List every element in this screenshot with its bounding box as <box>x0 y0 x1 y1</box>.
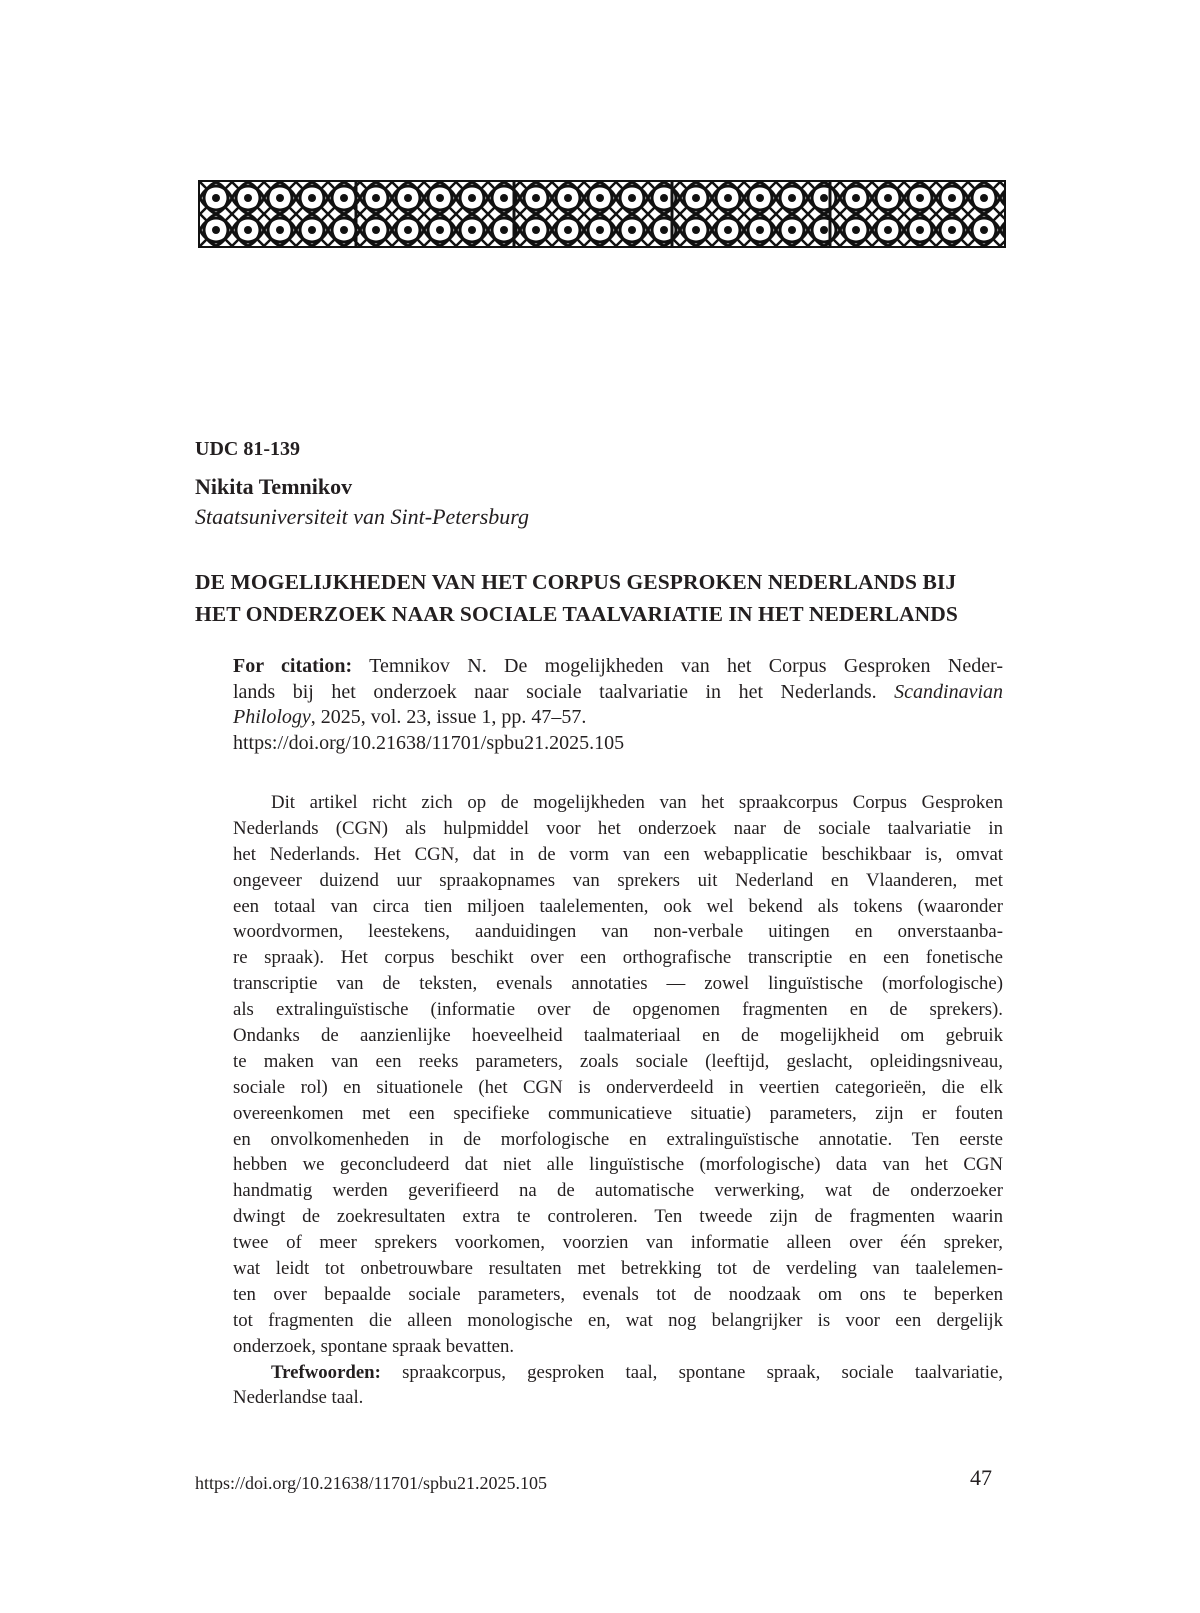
abstract-line: te maken van een reeks parameters, zoals sociale (leeftijd, geslacht, opleidingsniveau, <box>233 1050 1003 1072</box>
abstract-line: dwingt de zoekresultaten extra te controleren. Ten tweede zijn de fragmenten waarin <box>233 1206 1003 1228</box>
abstract-line: overeenkomen met een specifieke communicatieve situatie) parameters, zijn er fouten <box>233 1102 1003 1124</box>
abstract-line: handmatig werden geverifieerd na de automatische verwerking, wat de onderzoeker <box>233 1180 1003 1202</box>
citation-line <box>233 705 1003 731</box>
decorative-ornament-banner <box>198 180 1006 248</box>
abstract-line: Dit artikel richt zich op de mogelijkheden van het spraakcorpus Corpus Gesproken <box>271 792 1003 813</box>
abstract-line: wat leidt tot onbetrouwbare resultaten met betrekking tot de verdeling van taalelemen- <box>233 1258 1003 1280</box>
author-affiliation: Staatsuniversiteit van Sint-Petersburg <box>195 504 530 529</box>
abstract-line: transcriptie van de teksten, evenals annotaties — zowel linguïstische (morfologische) <box>233 973 1003 995</box>
udc-code: UDC 81-139 <box>195 438 300 460</box>
citation-block <box>233 654 1003 756</box>
abstract-line: sociale rol) en situationele (het CGN is onderverdeeld in veertien categorieën, die elk <box>233 1076 1003 1098</box>
abstract-line: het Nederlands. Het CGN, dat in de vorm van een webapplicatie beschikbaar is, omvat <box>233 843 1003 865</box>
abstract-line: een totaal van circa tien miljoen taalelementen, ook wel bekend als tokens (waaronder <box>233 895 1003 917</box>
abstract-line: onderzoek, spontane spraak bevatten. <box>233 1335 515 1357</box>
keywords-line: Nederlandse taal. <box>233 1387 364 1409</box>
author-name: Nikita Temnikov <box>195 474 353 499</box>
keywords-label: Trefwoorden: <box>271 1361 381 1383</box>
footer-doi-link[interactable]: https://doi.org/10.21638/11701/spbu21.2025.105 <box>195 1473 548 1493</box>
abstract-line: tot fragmenten die alleen monologische en, wat nog belangrijker is voor een dergelijk <box>233 1309 1003 1331</box>
title-line: DE MOGELIJKHEDEN VAN HET CORPUS GESPROKEN NEDERLANDS BIJ <box>195 570 957 594</box>
ornament-knotwork-icon <box>200 182 1004 246</box>
citation-journal: Philology <box>233 706 311 728</box>
citation-text: , 2025, vol. 23, issue 1, pp. 47–57. <box>310 706 587 728</box>
abstract-line: twee of meer sprekers voorkomen, voorzien van informatie alleen over één spreker, <box>233 1232 1003 1254</box>
citation-line <box>233 654 1003 680</box>
abstract-block <box>233 790 1003 1411</box>
citation-doi[interactable]: https://doi.org/10.21638/11701/spbu21.2025.105 <box>233 731 625 754</box>
abstract-line: re spraak). Het corpus beschikt over een orthografische transcriptie en een fonetische <box>233 947 1003 969</box>
article-title <box>195 566 1015 630</box>
abstract-line: ten over bepaalde sociale parameters, evenals tot de noodzaak om ons te beperken <box>233 1283 1003 1305</box>
citation-text: Temnikov N. De mogelijkheden van het Corpus Gesproken Neder- <box>369 655 1003 677</box>
title-line: HET ONDERZOEK NAAR SOCIALE TAALVARIATIE IN HET NEDERLANDS <box>195 602 958 626</box>
abstract-line: Ondanks de aanzienlijke hoeveelheid taalmateriaal en de mogelijkheid om gebruik <box>233 1025 1003 1047</box>
keywords-line <box>233 1360 1003 1386</box>
abstract-line: als extralinguïstische (informatie over de opgenomen fragmenten en de sprekers). <box>233 999 1003 1021</box>
abstract-line: woordvormen, leestekens, aanduidingen van non-verbale uitingen en onverstaanba- <box>233 921 1003 943</box>
citation-journal: Scandinavian <box>894 680 1004 703</box>
page-number: 47 <box>970 1465 992 1490</box>
abstract-line: ongeveer duizend uur spraakopnames van sprekers uit Nederland en Vlaanderen, met <box>233 869 1003 891</box>
citation-text: lands bij het onderzoek naar sociale taalvariatie in het Nederlands. <box>233 680 877 703</box>
abstract-line: en onvolkomenheden in de morfologische en extralinguïstische annotatie. Ten eerste <box>233 1128 1003 1150</box>
citation-line <box>233 680 1003 706</box>
abstract-line: hebben we geconcludeerd dat niet alle linguïstische (morfologische) data van het CGN <box>233 1154 1003 1176</box>
keywords-text: spraakcorpus, gesproken taal, spontane spraak, sociale taalvariatie, <box>380 1361 1003 1383</box>
citation-label: For citation: <box>233 655 353 677</box>
abstract-line: Nederlands (CGN) als hulpmiddel voor het onderzoek naar de sociale taalvariatie in <box>233 817 1003 839</box>
